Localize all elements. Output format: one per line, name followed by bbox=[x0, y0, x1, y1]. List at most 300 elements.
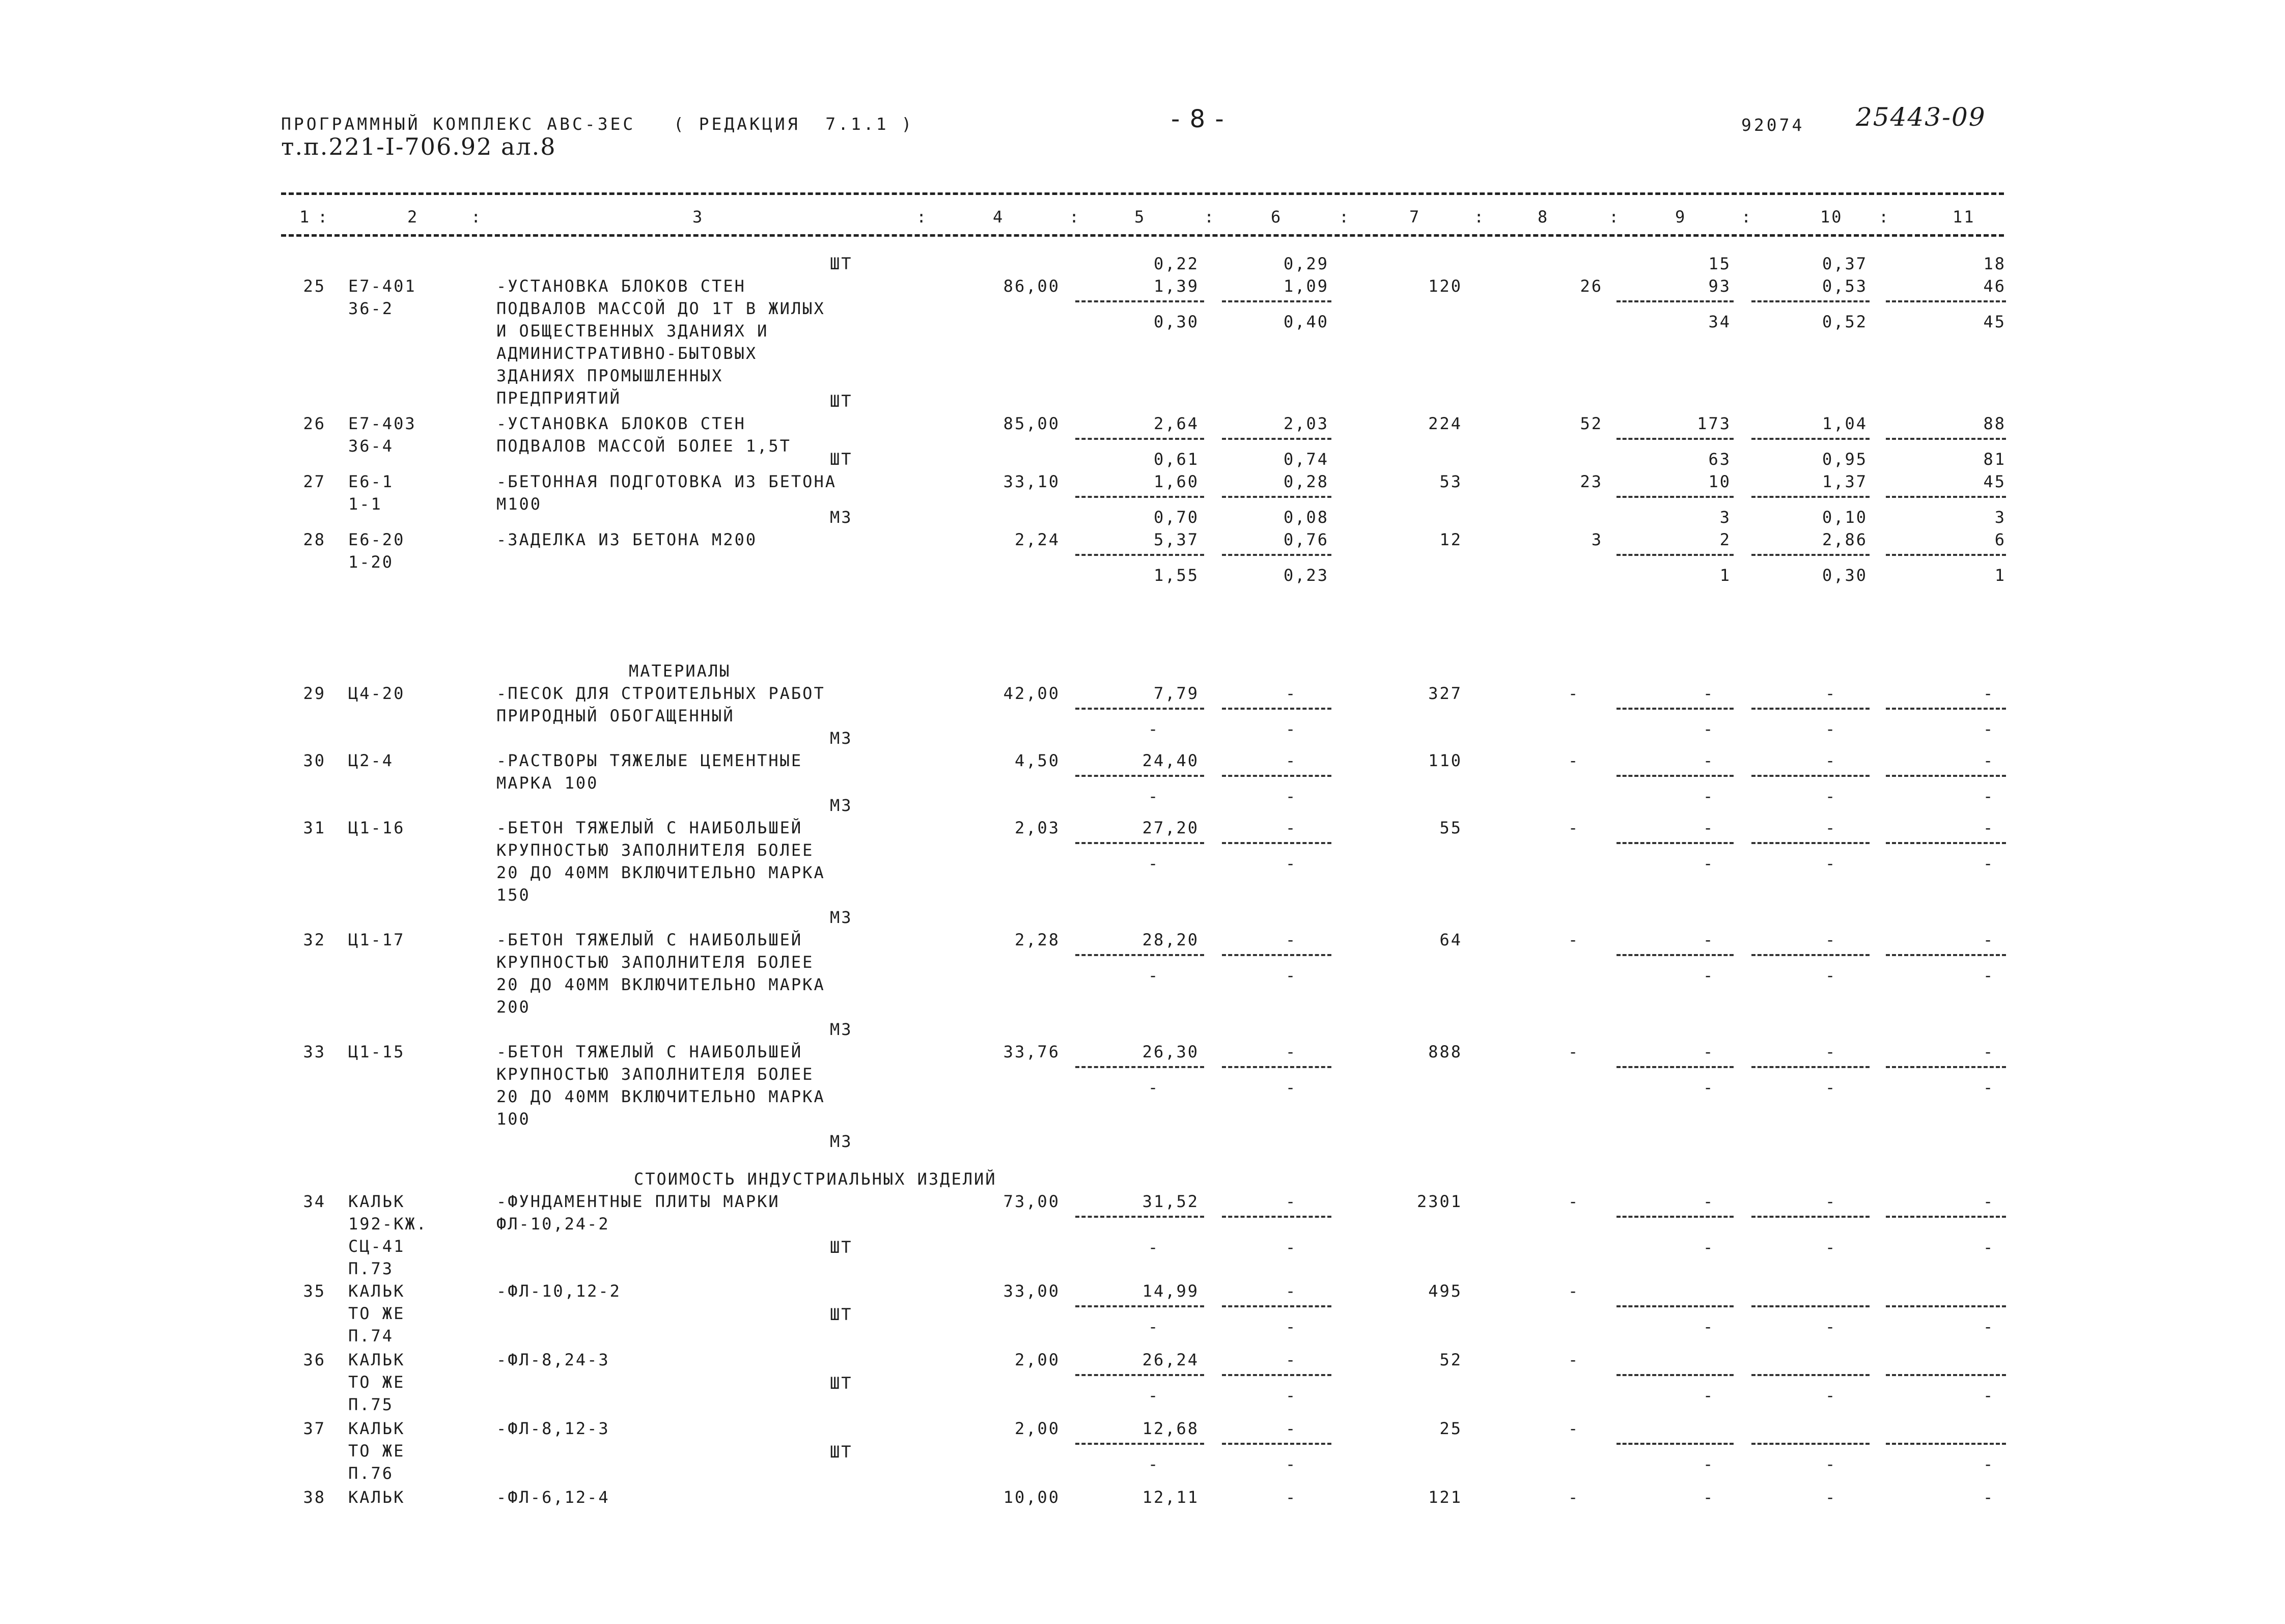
cell-col8-empty: - bbox=[1568, 1192, 1580, 1211]
subtotal-divider bbox=[1222, 1374, 1331, 1376]
subtotal-divider bbox=[1617, 1443, 1734, 1445]
work-code: ТО ЖЕ bbox=[348, 1373, 405, 1392]
work-description: 200 bbox=[496, 997, 531, 1017]
work-code: ТО ЖЕ bbox=[348, 1441, 405, 1461]
cell-col5-sub-empty: - bbox=[1148, 1317, 1160, 1336]
subtotal-divider bbox=[1617, 842, 1734, 844]
subtotal-divider bbox=[1751, 708, 1870, 710]
cell-col10-sub: 0,95 bbox=[1822, 450, 1868, 469]
work-description: -УСТАНОВКА БЛОКОВ СТЕН bbox=[496, 276, 746, 296]
cell-col6-sub-empty: - bbox=[1286, 854, 1297, 873]
work-description: -ФЛ-8,24-3 bbox=[496, 1350, 610, 1369]
cell-col6-empty: - bbox=[1286, 684, 1297, 703]
subtotal-divider bbox=[1751, 554, 1870, 556]
cell-col8-empty: - bbox=[1568, 684, 1580, 703]
cell-col10-empty: - bbox=[1825, 818, 1837, 837]
cell-col10-sub: 0,52 bbox=[1822, 312, 1868, 331]
unit-label: М3 bbox=[830, 796, 853, 815]
cell-col4: 33,10 bbox=[1003, 472, 1060, 491]
cell-col5: 28,20 bbox=[1142, 930, 1199, 949]
cell-col4: 33,00 bbox=[1003, 1281, 1060, 1301]
subtotal-divider bbox=[1617, 1216, 1734, 1218]
cell-col11-sub-empty: - bbox=[1983, 1078, 1995, 1097]
unit-label: М3 bbox=[830, 729, 853, 748]
cell-col10-sub-empty: - bbox=[1825, 1317, 1837, 1336]
work-description: -ПЕСОК ДЛЯ СТРОИТЕЛЬНЫХ РАБОТ bbox=[496, 684, 825, 703]
work-code: Е6-1 bbox=[348, 472, 394, 491]
cell-col6-empty: - bbox=[1286, 1488, 1297, 1507]
work-description: -ФЛ-8,12-3 bbox=[496, 1419, 610, 1438]
work-code: Ц2-4 bbox=[348, 751, 394, 770]
column-separator: : bbox=[916, 207, 928, 227]
cell-col9-sub-empty: - bbox=[1703, 966, 1715, 985]
unit-label: М3 bbox=[830, 1020, 853, 1039]
table-header-rule bbox=[281, 234, 2004, 237]
document-code: 92074 bbox=[1741, 115, 1805, 135]
cell-col7: 888 bbox=[1428, 1042, 1462, 1061]
subtotal-divider bbox=[1886, 842, 2006, 844]
unit-label: ШТ bbox=[830, 450, 853, 469]
cell-col5-sub-empty: - bbox=[1148, 966, 1160, 985]
cell-col10-sub-empty: - bbox=[1825, 719, 1837, 739]
unit-label: ШТ bbox=[830, 1238, 853, 1257]
subtotal-divider bbox=[1075, 708, 1204, 710]
cell-col5: 26,24 bbox=[1142, 1350, 1199, 1369]
cell-col9-sub-empty: - bbox=[1703, 1454, 1715, 1474]
section-materials: МАТЕРИАЛЫ bbox=[629, 661, 731, 681]
cell-col8: 3 bbox=[1591, 530, 1603, 549]
cell-col7: 55 bbox=[1439, 818, 1462, 837]
subtotal-divider bbox=[1617, 300, 1734, 302]
unit-label: М3 bbox=[830, 908, 853, 927]
work-description: 150 bbox=[496, 885, 531, 905]
cell-col10-sub-empty: - bbox=[1825, 787, 1837, 806]
cell-col11-empty: - bbox=[1983, 818, 1995, 837]
row-number: 38 bbox=[303, 1488, 326, 1507]
cell-col8-empty: - bbox=[1568, 1281, 1580, 1301]
cell-col5: 2,64 bbox=[1153, 414, 1199, 433]
subtotal-divider bbox=[1222, 842, 1331, 844]
work-code: СЦ-41 bbox=[348, 1237, 405, 1256]
subtotal-divider bbox=[1886, 1443, 2006, 1445]
cell-col4: 85,00 bbox=[1003, 414, 1060, 433]
cell-col10-sub-empty: - bbox=[1825, 1386, 1837, 1405]
cell-col9-empty: - bbox=[1703, 1488, 1715, 1507]
cell-col7: 110 bbox=[1428, 751, 1462, 770]
unit-label: ШТ bbox=[830, 1305, 853, 1324]
cell-col8: 26 bbox=[1580, 276, 1603, 296]
subtotal-divider bbox=[1617, 1374, 1734, 1376]
cell-col11-empty: - bbox=[1983, 930, 1995, 949]
cell-col8-empty: - bbox=[1568, 1488, 1580, 1507]
subtotal-divider bbox=[1075, 1374, 1204, 1376]
cell-col5-sub: 0,61 bbox=[1153, 450, 1199, 469]
cell-col6-sub-empty: - bbox=[1286, 787, 1297, 806]
subtotal-divider bbox=[1222, 300, 1331, 302]
row-number: 27 bbox=[303, 472, 326, 491]
work-code: П.74 bbox=[348, 1326, 394, 1346]
work-description: -ФЛ-6,12-4 bbox=[496, 1488, 610, 1507]
cell-col5: 1,39 bbox=[1153, 276, 1199, 296]
subtotal-divider bbox=[1617, 1305, 1734, 1307]
column-separator: : bbox=[1879, 207, 1890, 227]
column-number-4: 4 bbox=[993, 207, 1005, 227]
cell-col7: 224 bbox=[1428, 414, 1462, 433]
cell-col5: 12,11 bbox=[1142, 1488, 1199, 1507]
subtotal-divider bbox=[1617, 554, 1734, 556]
subtotal-divider bbox=[1886, 300, 2006, 302]
column-number-11: 11 bbox=[1953, 207, 1975, 227]
subtotal-divider bbox=[1222, 438, 1331, 440]
row-number: 29 bbox=[303, 684, 326, 703]
subtotal-divider bbox=[1751, 1305, 1870, 1307]
cell-col5: 14,99 bbox=[1142, 1281, 1199, 1301]
work-code: Е7-401 bbox=[348, 276, 416, 296]
work-description: ПРЕДПРИЯТИЙ bbox=[496, 388, 621, 408]
cell-col6-empty: - bbox=[1286, 1042, 1297, 1061]
cell-col10-empty: - bbox=[1825, 1042, 1837, 1061]
subtotal-divider bbox=[1617, 496, 1734, 498]
work-code: 1-20 bbox=[348, 552, 394, 572]
cell-col5: 7,79 bbox=[1153, 684, 1199, 703]
cell-col6: 0,76 bbox=[1283, 530, 1329, 549]
work-code: 36-4 bbox=[348, 436, 394, 456]
work-description: КРУПНОСТЬЮ ЗАПОЛНИТЕЛЯ БОЛЕЕ bbox=[496, 1065, 814, 1084]
work-code: Ц1-16 bbox=[348, 818, 405, 837]
subtotal-divider bbox=[1751, 1443, 1870, 1445]
cell-col10-sub-empty: - bbox=[1825, 966, 1837, 985]
cell-col10: 2,86 bbox=[1822, 530, 1868, 549]
cell-col11-sub-empty: - bbox=[1983, 1454, 1995, 1474]
cell-col5-sub: 0,70 bbox=[1153, 508, 1199, 527]
column-separator: : bbox=[1474, 207, 1486, 227]
cell-col9-sub-empty: - bbox=[1703, 1078, 1715, 1097]
subtotal-divider bbox=[1075, 842, 1204, 844]
cell-col9: 2 bbox=[1719, 530, 1731, 549]
unit-label: М3 bbox=[830, 508, 853, 527]
subtotal-divider bbox=[1222, 1216, 1331, 1218]
row-number: 33 bbox=[303, 1042, 326, 1061]
subtotal-divider bbox=[1075, 1305, 1204, 1307]
subtotal-divider bbox=[1222, 775, 1331, 777]
subtotal-divider bbox=[1222, 1305, 1331, 1307]
work-code: КАЛЬК bbox=[348, 1281, 405, 1301]
document-reference: т.п.221-I-706.92 ал.8 bbox=[281, 133, 556, 160]
column-separator: : bbox=[318, 207, 329, 227]
work-description: МАРКА 100 bbox=[496, 773, 599, 793]
cell-col8-empty: - bbox=[1568, 1419, 1580, 1438]
work-code: ТО ЖЕ bbox=[348, 1304, 405, 1323]
work-description: КРУПНОСТЬЮ ЗАПОЛНИТЕЛЯ БОЛЕЕ bbox=[496, 841, 814, 860]
cell-col7: 120 bbox=[1428, 276, 1462, 296]
cell-col6-empty: - bbox=[1286, 751, 1297, 770]
section-industrial: СТОИМОСТЬ ИНДУСТРИАЛЬНЫХ ИЗДЕЛИЙ bbox=[634, 1169, 997, 1189]
cell-col5-sub-empty: - bbox=[1148, 1386, 1160, 1405]
unit-label: ШТ bbox=[830, 391, 853, 411]
subtotal-divider bbox=[1751, 300, 1870, 302]
work-description: -ЗАДЕЛКА ИЗ БЕТОНА М200 bbox=[496, 530, 758, 549]
work-code: КАЛЬК bbox=[348, 1488, 405, 1507]
column-separator: : bbox=[1339, 207, 1351, 227]
subtotal-divider bbox=[1886, 496, 2006, 498]
cell-col11-sub-empty: - bbox=[1983, 966, 1995, 985]
cell-col8: 23 bbox=[1580, 472, 1603, 491]
row-number: 34 bbox=[303, 1192, 326, 1211]
column-separator: : bbox=[1741, 207, 1753, 227]
work-code: 36-2 bbox=[348, 299, 394, 318]
subtotal-divider bbox=[1886, 1066, 2006, 1068]
cell-col5: 24,40 bbox=[1142, 751, 1199, 770]
cell-col9-sub-empty: - bbox=[1703, 1317, 1715, 1336]
cell-col10-sub-empty: - bbox=[1825, 1454, 1837, 1474]
subtotal-divider bbox=[1075, 438, 1204, 440]
row-number: 32 bbox=[303, 930, 326, 949]
column-separator: : bbox=[471, 207, 483, 227]
row-number: 28 bbox=[303, 530, 326, 549]
cell-col4: 2,00 bbox=[1014, 1350, 1060, 1369]
subtotal-divider bbox=[1075, 554, 1204, 556]
work-description: АДМИНИСТРАТИВНО-БЫТОВЫХ bbox=[496, 344, 758, 363]
cell-col7: 121 bbox=[1428, 1488, 1462, 1507]
subtotal-divider bbox=[1222, 1443, 1331, 1445]
cell-col10-sub: 0,30 bbox=[1822, 566, 1868, 585]
column-separator: : bbox=[1609, 207, 1621, 227]
cell-col6-sub-empty: - bbox=[1286, 1386, 1297, 1405]
cell-col5: 1,60 bbox=[1153, 472, 1199, 491]
work-description: 20 ДО 40ММ ВКЛЮЧИТЕЛЬНО МАРКА bbox=[496, 975, 825, 994]
cell-col8: 52 bbox=[1580, 414, 1603, 433]
work-code: Е7-403 bbox=[348, 414, 416, 433]
cell-col5-sub-empty: - bbox=[1148, 1454, 1160, 1474]
cell-col4: 2,00 bbox=[1014, 1419, 1060, 1438]
cell-col6-sub-empty: - bbox=[1286, 966, 1297, 985]
page-number: - 8 - bbox=[1171, 105, 1225, 133]
cell-col4: 2,28 bbox=[1014, 930, 1060, 949]
cell-col9: 173 bbox=[1697, 414, 1731, 433]
cell-col5-top: 0,22 bbox=[1153, 254, 1199, 273]
subtotal-divider bbox=[1751, 1066, 1870, 1068]
subtotal-divider bbox=[1886, 775, 2006, 777]
cell-col5-sub-empty: - bbox=[1148, 1238, 1160, 1257]
cell-col4: 42,00 bbox=[1003, 684, 1060, 703]
cell-col9-sub-empty: - bbox=[1703, 787, 1715, 806]
cell-col7: 64 bbox=[1439, 930, 1462, 949]
cell-col10-empty: - bbox=[1825, 930, 1837, 949]
subtotal-divider bbox=[1751, 954, 1870, 956]
cell-col9-top: 15 bbox=[1708, 254, 1731, 273]
work-description: 100 bbox=[496, 1109, 531, 1129]
column-number-10: 10 bbox=[1820, 207, 1843, 227]
column-number-9: 9 bbox=[1675, 207, 1687, 227]
cell-col6-empty: - bbox=[1286, 1419, 1297, 1438]
subtotal-divider bbox=[1075, 496, 1204, 498]
work-description: И ОБЩЕСТВЕННЫХ ЗДАНИЯХ И bbox=[496, 321, 769, 341]
work-description: 20 ДО 40ММ ВКЛЮЧИТЕЛЬНО МАРКА bbox=[496, 863, 825, 882]
cell-col11-sub: 3 bbox=[1994, 508, 2006, 527]
cell-col6-empty: - bbox=[1286, 1192, 1297, 1211]
cell-col8-empty: - bbox=[1568, 818, 1580, 837]
cell-col6-empty: - bbox=[1286, 818, 1297, 837]
subtotal-divider bbox=[1886, 1216, 2006, 1218]
subtotal-divider bbox=[1222, 954, 1331, 956]
cell-col9-sub: 34 bbox=[1708, 312, 1731, 331]
cell-col4: 2,24 bbox=[1014, 530, 1060, 549]
work-description: -ФУНДАМЕНТНЫЕ ПЛИТЫ МАРКИ bbox=[496, 1192, 780, 1211]
subtotal-divider bbox=[1886, 708, 2006, 710]
cell-col5: 31,52 bbox=[1142, 1192, 1199, 1211]
cell-col10-sub: 0,10 bbox=[1822, 508, 1868, 527]
unit-label: ШТ bbox=[830, 1374, 853, 1393]
cell-col9: 10 bbox=[1708, 472, 1731, 491]
cell-col6-top: 0,29 bbox=[1283, 254, 1329, 273]
cell-col10-empty: - bbox=[1825, 751, 1837, 770]
cell-col6: 2,03 bbox=[1283, 414, 1329, 433]
cell-col5-sub-empty: - bbox=[1148, 787, 1160, 806]
work-code: Ц1-15 bbox=[348, 1042, 405, 1061]
work-description: ПРИРОДНЫЙ ОБОГАЩЕННЫЙ bbox=[496, 706, 735, 725]
cell-col8-empty: - bbox=[1568, 1350, 1580, 1369]
handwritten-number: 25443-09 bbox=[1856, 102, 1986, 132]
cell-col6-sub-empty: - bbox=[1286, 719, 1297, 739]
cell-col10-empty: - bbox=[1825, 684, 1837, 703]
work-code: П.75 bbox=[348, 1395, 394, 1414]
cell-col10-empty: - bbox=[1825, 1488, 1837, 1507]
subtotal-divider bbox=[1886, 438, 2006, 440]
cell-col4: 2,03 bbox=[1014, 818, 1060, 837]
cell-col6-sub: 0,40 bbox=[1283, 312, 1329, 331]
cell-col7: 53 bbox=[1439, 472, 1462, 491]
subtotal-divider bbox=[1075, 300, 1204, 302]
column-separator: : bbox=[1069, 207, 1081, 227]
cell-col10-empty: - bbox=[1825, 1192, 1837, 1211]
cell-col11-empty: - bbox=[1983, 684, 1995, 703]
cell-col9-empty: - bbox=[1703, 930, 1715, 949]
column-number-5: 5 bbox=[1134, 207, 1146, 227]
subtotal-divider bbox=[1751, 496, 1870, 498]
cell-col5: 5,37 bbox=[1153, 530, 1199, 549]
cell-col11-empty: - bbox=[1983, 1042, 1995, 1061]
row-number: 30 bbox=[303, 751, 326, 770]
unit-label: М3 bbox=[830, 1132, 853, 1151]
cell-col9-sub-empty: - bbox=[1703, 1386, 1715, 1405]
subtotal-divider bbox=[1075, 1443, 1204, 1445]
cell-col11-empty: - bbox=[1983, 1488, 1995, 1507]
subtotal-divider bbox=[1222, 1066, 1331, 1068]
cell-col11: 88 bbox=[1983, 414, 2006, 433]
column-number-8: 8 bbox=[1538, 207, 1549, 227]
cell-col7: 52 bbox=[1439, 1350, 1462, 1369]
unit-label: ШТ bbox=[830, 254, 853, 273]
work-description: -БЕТОН ТЯЖЕЛЫЙ С НАИБОЛЬШЕЙ bbox=[496, 818, 803, 837]
subtotal-divider bbox=[1751, 1374, 1870, 1376]
cell-col6-sub: 0,23 bbox=[1283, 566, 1329, 585]
work-description: ЗДАНИЯХ ПРОМЫШЛЕННЫХ bbox=[496, 366, 723, 385]
subtotal-divider bbox=[1617, 438, 1734, 440]
work-code: Ц1-17 bbox=[348, 930, 405, 949]
cell-col6-sub-empty: - bbox=[1286, 1078, 1297, 1097]
cell-col11-sub: 81 bbox=[1983, 450, 2006, 469]
row-number: 26 bbox=[303, 414, 326, 433]
cell-col5-sub: 1,55 bbox=[1153, 566, 1199, 585]
cell-col10: 1,04 bbox=[1822, 414, 1868, 433]
work-code: 1-1 bbox=[348, 494, 382, 514]
row-number: 25 bbox=[303, 276, 326, 296]
work-description: 20 ДО 40ММ ВКЛЮЧИТЕЛЬНО МАРКА bbox=[496, 1087, 825, 1106]
cell-col6-empty: - bbox=[1286, 1350, 1297, 1369]
subtotal-divider bbox=[1617, 954, 1734, 956]
work-code: Е6-20 bbox=[348, 530, 405, 549]
cell-col5-sub: 0,30 bbox=[1153, 312, 1199, 331]
cell-col9-empty: - bbox=[1703, 818, 1715, 837]
cell-col7: 495 bbox=[1428, 1281, 1462, 1301]
cell-col11-sub-empty: - bbox=[1983, 1317, 1995, 1336]
cell-col9: 93 bbox=[1708, 276, 1731, 296]
subtotal-divider bbox=[1075, 1216, 1204, 1218]
cell-col7: 25 bbox=[1439, 1419, 1462, 1438]
cell-col7: 12 bbox=[1439, 530, 1462, 549]
work-description: -ФЛ-10,12-2 bbox=[496, 1281, 621, 1301]
work-description: ФЛ-10,24-2 bbox=[496, 1214, 610, 1234]
cell-col11-sub: 45 bbox=[1983, 312, 2006, 331]
cell-col11-sub-empty: - bbox=[1983, 1386, 1995, 1405]
cell-col6-empty: - bbox=[1286, 930, 1297, 949]
cell-col6: 1,09 bbox=[1283, 276, 1329, 296]
row-number: 37 bbox=[303, 1419, 326, 1438]
subtotal-divider bbox=[1751, 438, 1870, 440]
subtotal-divider bbox=[1222, 496, 1331, 498]
cell-col5-sub-empty: - bbox=[1148, 719, 1160, 739]
cell-col9-sub-empty: - bbox=[1703, 719, 1715, 739]
cell-col9-sub: 1 bbox=[1719, 566, 1731, 585]
cell-col10-sub-empty: - bbox=[1825, 1078, 1837, 1097]
subtotal-divider bbox=[1617, 708, 1734, 710]
work-description: ПОДВАЛОВ МАССОЙ ДО 1Т В ЖИЛЫХ bbox=[496, 299, 825, 318]
cell-col6-sub: 0,08 bbox=[1283, 508, 1329, 527]
work-description: М100 bbox=[496, 494, 542, 514]
column-number-2: 2 bbox=[407, 207, 419, 227]
cell-col6-sub-empty: - bbox=[1286, 1454, 1297, 1474]
column-number-1: 1 bbox=[299, 207, 311, 227]
cell-col7: 327 bbox=[1428, 684, 1462, 703]
cell-col10-sub-empty: - bbox=[1825, 854, 1837, 873]
subtotal-divider bbox=[1751, 775, 1870, 777]
work-description: -БЕТОННАЯ ПОДГОТОВКА ИЗ БЕТОНА bbox=[496, 472, 837, 491]
work-code: КАЛЬК bbox=[348, 1419, 405, 1438]
subtotal-divider bbox=[1886, 954, 2006, 956]
cell-col11-sub-empty: - bbox=[1983, 787, 1995, 806]
cell-col5: 12,68 bbox=[1142, 1419, 1199, 1438]
cell-col11: 46 bbox=[1983, 276, 2006, 296]
cell-col11-empty: - bbox=[1983, 751, 1995, 770]
cell-col11-sub: 1 bbox=[1994, 566, 2006, 585]
cell-col9-empty: - bbox=[1703, 1042, 1715, 1061]
subtotal-divider bbox=[1075, 775, 1204, 777]
work-description: -УСТАНОВКА БЛОКОВ СТЕН bbox=[496, 414, 746, 433]
work-code: 192-КЖ. bbox=[348, 1214, 428, 1234]
cell-col11: 6 bbox=[1994, 530, 2006, 549]
cell-col11-sub-empty: - bbox=[1983, 719, 1995, 739]
cell-col4: 4,50 bbox=[1014, 751, 1060, 770]
cell-col11-top: 18 bbox=[1983, 254, 2006, 273]
cell-col4: 10,00 bbox=[1003, 1488, 1060, 1507]
cell-col6-sub-empty: - bbox=[1286, 1238, 1297, 1257]
cell-col10-sub-empty: - bbox=[1825, 1238, 1837, 1257]
subtotal-divider bbox=[1075, 954, 1204, 956]
cell-col10: 0,53 bbox=[1822, 276, 1868, 296]
cell-col5-sub-empty: - bbox=[1148, 1078, 1160, 1097]
column-number-3: 3 bbox=[692, 207, 704, 227]
row-number: 35 bbox=[303, 1281, 326, 1301]
